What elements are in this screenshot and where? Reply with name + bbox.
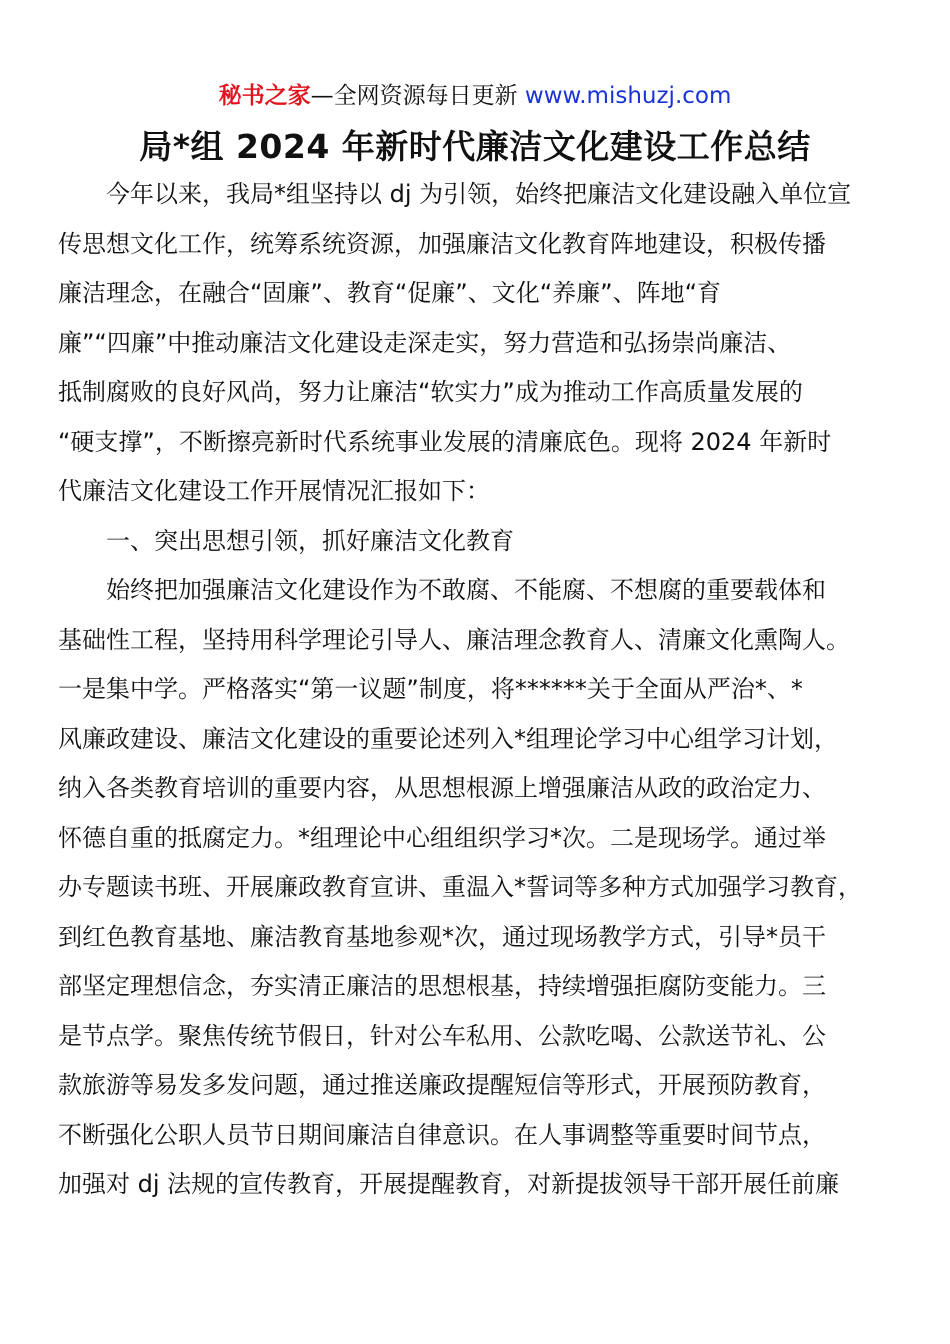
paragraph-line: 廉”“四廉”中推动廉洁文化建设走深走实，努力营造和弘扬崇尚廉洁、 [58, 328, 792, 357]
paragraph-line: 纳入各类教育培训的重要内容，从思想根源上增强廉洁从政的政治定力、 [58, 774, 826, 802]
site-header [0, 80, 950, 112]
paragraph-line: 抵制腐败的良好风尚，努力让廉洁“软实力”成为推动工作高质量发展的 [58, 378, 803, 406]
site-url-link[interactable]: www.mishuzj.com [524, 83, 732, 109]
paragraph-line: 传思想文化工作，统筹系统资源，加强廉洁文化教育阵地建设，积极传播 [58, 229, 826, 258]
paragraph-line: 今年以来，我局*组坚持以 dj 为引领，始终把廉洁文化建设融入单位宣 [106, 180, 852, 208]
document-body [58, 170, 908, 1210]
paragraph-line: 部坚定理想信念，夯实清正廉洁的思想根基，持续增强拒腐防变能力。三 [58, 972, 826, 1000]
paragraph-line: 怀德自重的抵腐定力。*组理论中心组组织学习*次。二是现场学。通过举 [58, 823, 826, 852]
paragraph-line: 不断强化公职人员节日期间廉洁自律意识。在人事调整等重要时间节点， [58, 1120, 826, 1149]
paragraph-line: 加强对 dj 法规的宣传教育，开展提醒教育，对新提拔领导干部开展任前廉 [58, 1170, 840, 1198]
document-title: 局*组 2024 年新时代廉洁文化建设工作总结 [139, 127, 811, 166]
paragraph-line: 办专题读书班、开展廉政教育宣讲、重温入*誓词等多种方式加强学习教育， [58, 873, 862, 901]
section-heading: 一、突出思想引领，抓好廉洁文化教育 [106, 526, 514, 555]
brand-name: 秘书之家 [218, 83, 311, 109]
paragraph-line: 一是集中学。严格落实“第一议题”制度，将******关于全面从严治*、* [58, 675, 803, 703]
paragraph-line: 基础性工程，坚持用科学理论引导人、廉洁理念教育人、清廉文化熏陶人。 [58, 625, 850, 654]
paragraph-line: 是节点学。聚焦传统节假日，针对公车私用、公款吃喝、公款送节礼、公 [58, 1021, 826, 1050]
site-tagline: —全网资源每日更新 [310, 83, 518, 109]
paragraph-line: 廉洁理念，在融合“固廉”、教育“促廉”、文化“养廉”、阵地“育 [58, 279, 722, 307]
paragraph-line: “硬支撑”，不断擦亮新时代系统事业发展的清廉底色。现将 2024 年新时 [58, 427, 832, 456]
paragraph-line: 到红色教育基地、廉洁教育基地参观*次，通过现场教学方式，引导*员干 [58, 922, 826, 951]
paragraph-line: 始终把加强廉洁文化建设作为不敢腐、不能腐、不想腐的重要载体和 [106, 576, 826, 604]
paragraph-line: 风廉政建设、廉洁文化建设的重要论述列入*组理论学习中心组学习计划， [58, 724, 838, 753]
paragraph-line: 代廉洁文化建设工作开展情况汇报如下： [58, 477, 490, 505]
paragraph-line: 款旅游等易发多发问题，通过推送廉政提醒短信等形式，开展预防教育， [58, 1071, 826, 1099]
